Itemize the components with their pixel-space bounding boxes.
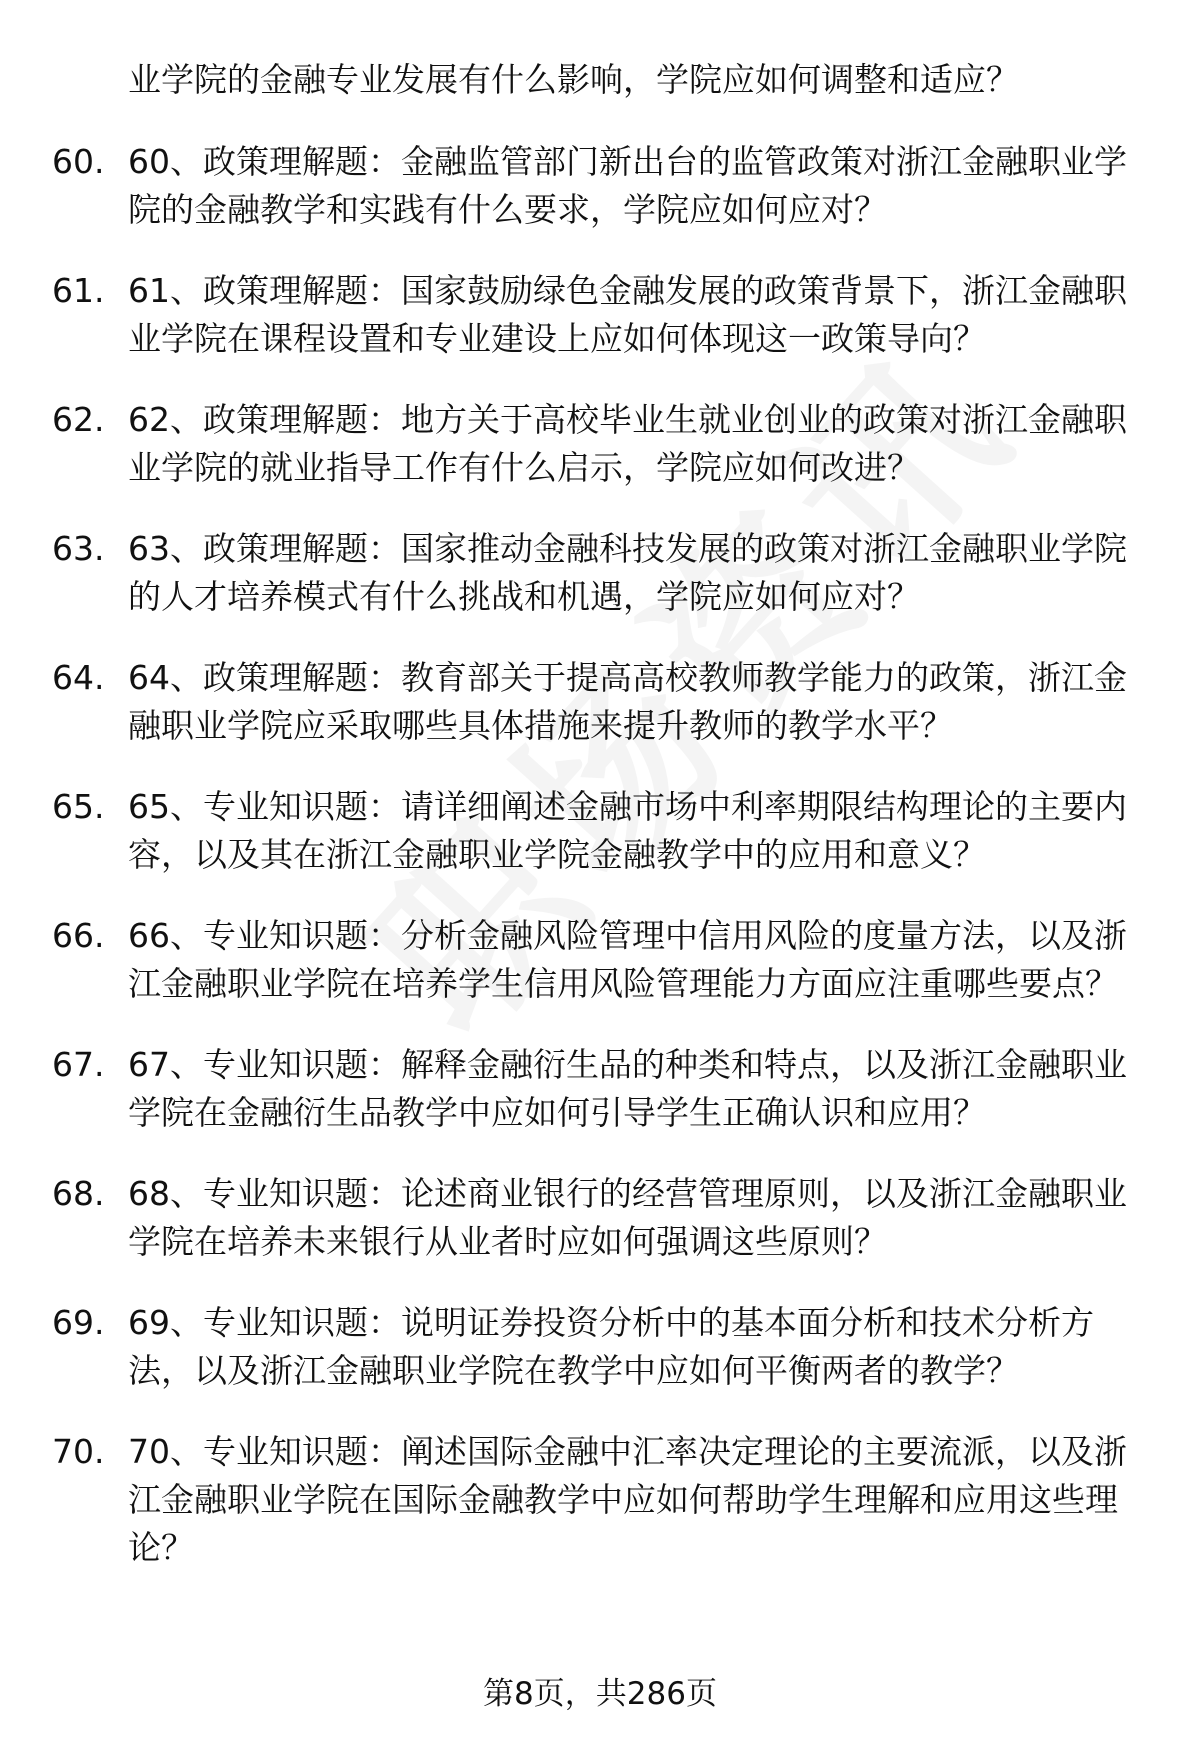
lead-text: 业学院的金融专业发展有什么影响，学院应如何调整和适应？: [128, 60, 1019, 99]
question-text: 70、专业知识题：阐述国际金融中汇率决定理论的主要流派，以及浙江金融职业学院在国际金融教学中应如何帮助学生理解和应用这些理论？: [128, 1432, 1127, 1567]
question-number: 69.: [52, 1303, 105, 1342]
question-text: 65、专业知识题：请详细阐述金融市场中利率期限结构理论的主要内容，以及其在浙江金融职业学院金融教学中的应用和意义？: [128, 787, 1127, 874]
list-item: [52, 1041, 1150, 1137]
question-text: 60、政策理解题：金融监管部门新出台的监管政策对浙江金融职业学院的金融教学和实践有什么要求，学院应如何应对？: [128, 142, 1127, 229]
list-item: [52, 1170, 1150, 1266]
question-number: 66.: [52, 916, 105, 955]
question-number: 61.: [52, 271, 105, 310]
question-list: [52, 138, 1150, 1605]
question-number: 64.: [52, 658, 105, 697]
question-number: 60.: [52, 142, 105, 181]
question-number: 70.: [52, 1432, 105, 1471]
question-text: 68、专业知识题：论述商业银行的经营管理原则，以及浙江金融职业学院在培养未来银行从业者时应如何强调这些原则？: [128, 1174, 1127, 1261]
list-item: [52, 654, 1150, 750]
question-text: 67、专业知识题：解释金融衍生品的种类和特点，以及浙江金融职业学院在金融衍生品教学中应如何引导学生正确认识和应用？: [128, 1045, 1127, 1132]
list-item: [52, 525, 1150, 621]
question-text: 66、专业知识题：分析金融风险管理中信用风险的度量方法，以及浙江金融职业学院在培养学生信用风险管理能力方面应注重哪些要点？: [128, 916, 1127, 1003]
list-item: [52, 1299, 1150, 1395]
list-item: [52, 138, 1150, 234]
list-item: [52, 396, 1150, 492]
question-number: 67.: [52, 1045, 105, 1084]
question-text: 61、政策理解题：国家鼓励绿色金融发展的政策背景下，浙江金融职业学院在课程设置和专业建设上应如何体现这一政策导向？: [128, 271, 1127, 358]
list-item: [52, 1428, 1150, 1572]
list-item: [52, 267, 1150, 363]
list-item: [52, 912, 1150, 1008]
question-number: 63.: [52, 529, 105, 568]
question-number: 62.: [52, 400, 105, 439]
page-indicator: 第8页，共286页: [483, 1676, 717, 1712]
question-text: 63、政策理解题：国家推动金融科技发展的政策对浙江金融职业学院的人才培养模式有什么挑战和机遇，学院应如何应对？: [128, 529, 1127, 616]
question-number: 65.: [52, 787, 105, 826]
question-text: 64、政策理解题：教育部关于提高高校教师教学能力的政策，浙江金融职业学院应采取哪些具体措施来提升教师的教学水平？: [128, 658, 1127, 745]
question-text: 62、政策理解题：地方关于高校毕业生就业创业的政策对浙江金融职业学院的就业指导工作有什么启示，学院应如何改进？: [128, 400, 1127, 487]
list-item: [52, 783, 1150, 879]
question-number: 68.: [52, 1174, 105, 1213]
question-text: 69、专业知识题：说明证券投资分析中的基本面分析和技术分析方法，以及浙江金融职业学院在教学中应如何平衡两者的教学？: [128, 1303, 1094, 1390]
